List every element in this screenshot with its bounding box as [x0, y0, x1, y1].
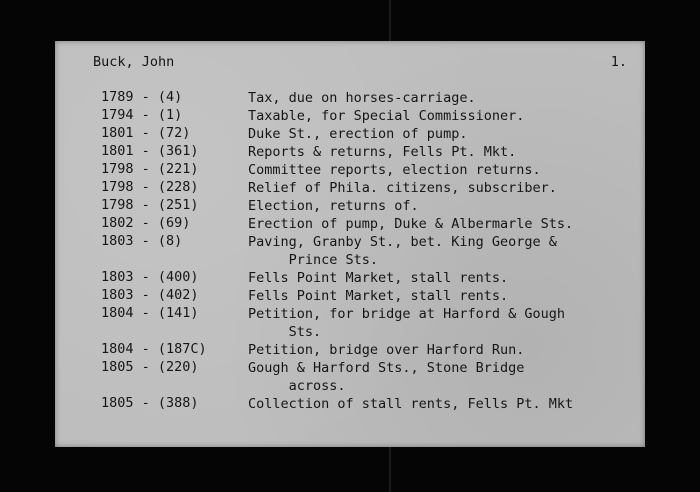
- entry-ref: 1798 - (228): [101, 179, 199, 195]
- entry-ref: 1794 - (1): [101, 107, 183, 123]
- entry-ref: 1789 - (4): [101, 89, 183, 105]
- entry-description: Relief of Phila. citizens, subscriber.: [248, 180, 557, 196]
- entry-ref: 1805 - (388): [101, 395, 199, 411]
- entry-description: Paving, Granby St., bet. King George & Prince Sts.: [248, 234, 557, 268]
- entry-row: [55, 197, 645, 215]
- entry-description: Fells Point Market, stall rents.: [248, 288, 509, 304]
- entry-row: [55, 395, 645, 413]
- entry-description: Erection of pump, Duke & Albermarle Sts.: [248, 216, 574, 232]
- entry-ref: 1801 - (72): [101, 125, 191, 141]
- entry-ref: 1804 - (187C): [101, 341, 207, 357]
- card-name: Buck, John: [93, 54, 175, 70]
- entry-ref: 1803 - (8): [101, 233, 183, 249]
- entry-description: Reports & returns, Fells Pt. Mkt.: [248, 144, 517, 160]
- entry-row: [55, 161, 645, 179]
- entry-row: [55, 359, 645, 395]
- entry-ref: 1802 - (69): [101, 215, 191, 231]
- entry-row: [55, 341, 645, 359]
- entry-description: Collection of stall rents, Fells Pt. Mkt: [248, 396, 574, 412]
- entry-ref: 1803 - (402): [101, 287, 199, 303]
- entry-row: [55, 125, 645, 143]
- entry-row: [55, 305, 645, 341]
- entry-description: Duke St., erection of pump.: [248, 126, 468, 142]
- entry-row: [55, 179, 645, 197]
- entry-list: [55, 89, 645, 413]
- entry-ref: 1804 - (141): [101, 305, 199, 321]
- entry-row: [55, 269, 645, 287]
- index-card: [55, 41, 645, 447]
- entry-description: Gough & Harford Sts., Stone Bridge across.: [248, 360, 525, 394]
- entry-description: Petition, for bridge at Harford & Gough Sts.: [248, 306, 565, 340]
- entry-ref: 1798 - (221): [101, 161, 199, 177]
- entry-description: Committee reports, election returns.: [248, 162, 541, 178]
- entry-description: Petition, bridge over Harford Run.: [248, 342, 525, 358]
- entry-ref: 1801 - (361): [101, 143, 199, 159]
- entry-row: [55, 89, 645, 107]
- entry-row: [55, 233, 645, 269]
- entry-description: Election, returns of.: [248, 198, 419, 214]
- entry-row: [55, 107, 645, 125]
- entry-ref: 1798 - (251): [101, 197, 199, 213]
- entry-row: [55, 287, 645, 305]
- entry-description: Taxable, for Special Commissioner.: [248, 108, 525, 124]
- entry-row: [55, 215, 645, 233]
- entry-description: Fells Point Market, stall rents.: [248, 270, 509, 286]
- entry-ref: 1803 - (400): [101, 269, 199, 285]
- entry-row: [55, 143, 645, 161]
- card-number: 1.: [610, 54, 627, 70]
- entry-description: Tax, due on horses-carriage.: [248, 90, 476, 106]
- entry-ref: 1805 - (220): [101, 359, 199, 375]
